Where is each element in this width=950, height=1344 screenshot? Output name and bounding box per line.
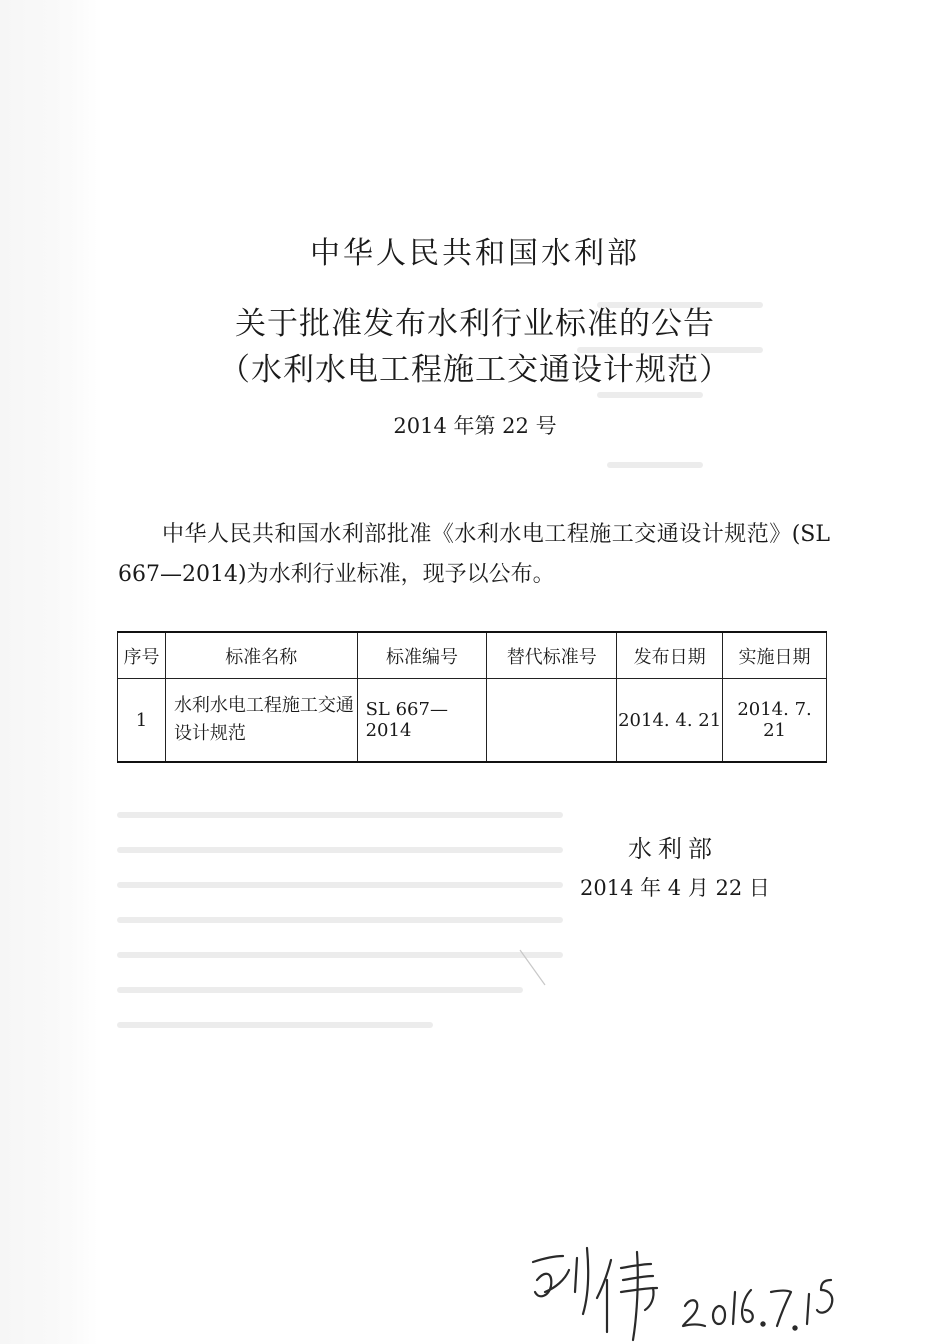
col-header-effective: 实施日期 [723, 632, 827, 679]
col-header-replaces: 替代标准号 [487, 632, 617, 679]
cell-replaces [487, 679, 617, 763]
cell-effective-date: 2014. 7. 21 [723, 679, 827, 763]
signing-date: 2014 年 4 月 22 日 [580, 876, 770, 900]
cell-issue-date: 2014. 4. 21 [617, 679, 723, 763]
handwritten-signature [525, 1240, 845, 1344]
announcement-title: 关于批准发布水利行业标准的公告 [235, 306, 715, 342]
signing-organization: 水利部 [628, 835, 718, 863]
ministry-heading: 中华人民共和国水利部 [310, 236, 640, 271]
cell-standard-code: SL 667—2014 [357, 679, 487, 763]
standards-table [117, 631, 827, 763]
col-header-issued: 发布日期 [617, 632, 723, 679]
table-header-row [118, 632, 827, 679]
cell-standard-name: 水利水电工程施工交通设计规范 [165, 679, 357, 763]
col-header-no: 序号 [118, 632, 166, 679]
issue-number: 2014 年第 22 号 [393, 414, 557, 438]
cell-no: 1 [118, 679, 166, 763]
table-row [118, 679, 827, 763]
col-header-code: 标准编号 [357, 632, 487, 679]
scan-page-margin [0, 0, 98, 1344]
announcement-body: 中华人民共和国水利部批准《水利水电工程施工交通设计规范》(SL 667—2014)为水利行业标准，现予以公布。 [118, 522, 830, 587]
col-header-name: 标准名称 [165, 632, 357, 679]
announcement-subtitle: （水利水电工程施工交通设计规范） [219, 352, 731, 388]
